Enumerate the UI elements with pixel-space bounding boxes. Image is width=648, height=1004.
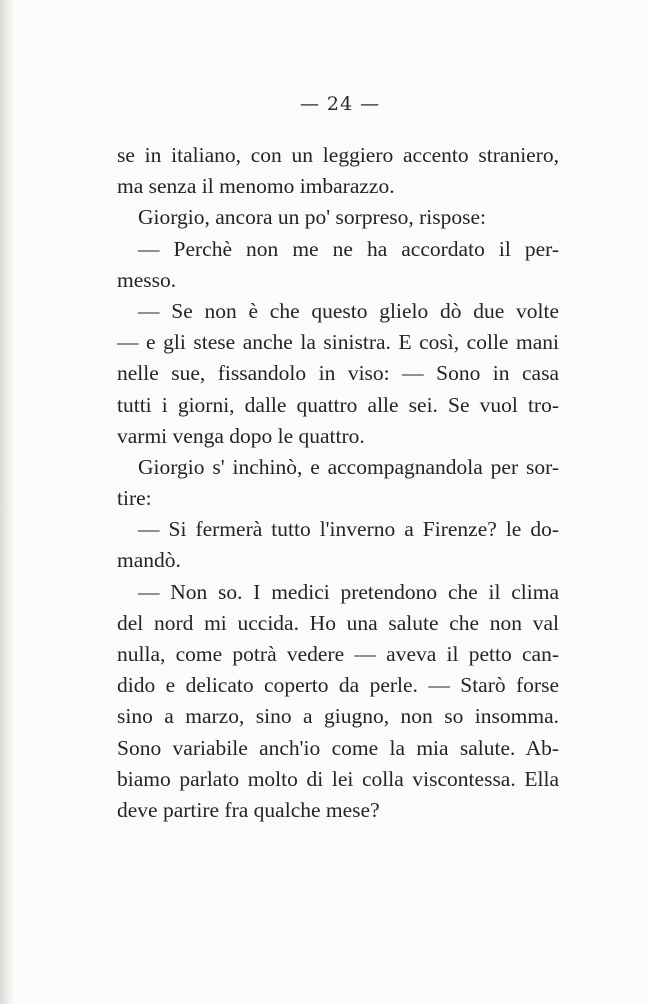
text-line: — Si fermerà tutto l'inverno a Firenze? le do-: [138, 517, 559, 542]
text-line: ma senza il menomo imbarazzo.: [117, 174, 395, 199]
text-line: Sono variabile anch'io come la mia salute. Ab-: [117, 735, 559, 760]
text-line: messo.: [117, 267, 177, 292]
page-number: — 24 —: [299, 93, 381, 115]
page-gutter-shadow: [0, 0, 14, 1004]
text-line: tire:: [117, 486, 152, 511]
text-line: — Non so. I medici pretendono che il clima: [138, 579, 559, 604]
text-line: — Perchè non me ne ha accordato il per-: [138, 236, 559, 261]
page-body-text: [117, 140, 559, 826]
text-line: biamo parlato molto di lei colla viscontessa. Ella: [117, 766, 559, 791]
text-line: deve partire fra qualche mese?: [117, 797, 380, 822]
text-line: — e gli stese anche la sinistra. E così, colle mani: [117, 330, 559, 355]
text-line: mandò.: [117, 548, 181, 573]
text-line: Giorgio s' inchinò, e accompagnandola per sor-: [138, 454, 559, 479]
text-line: Giorgio, ancora un po' sorpreso, rispose:: [138, 205, 487, 230]
text-line: dido e delicato coperto da perle. — Starò forse: [117, 673, 559, 698]
text-line: — Se non è che questo glielo dò due volte: [138, 298, 559, 323]
text-line: tutti i giorni, dalle quattro alle sei. Se vuol tro-: [117, 392, 559, 417]
text-line: del nord mi uccida. Ho una salute che non val: [117, 610, 559, 635]
text-line: nulla, come potrà vedere — aveva il petto can-: [117, 642, 559, 666]
text-line: sino a marzo, sino a giugno, non so insomma.: [117, 704, 559, 729]
text-line: varmi venga dopo le quattro.: [117, 423, 365, 448]
text-line: nelle sue, fissandolo in viso: — Sono in casa: [117, 361, 559, 386]
text-line: se in italiano, con un leggiero accento straniero,: [117, 143, 559, 167]
